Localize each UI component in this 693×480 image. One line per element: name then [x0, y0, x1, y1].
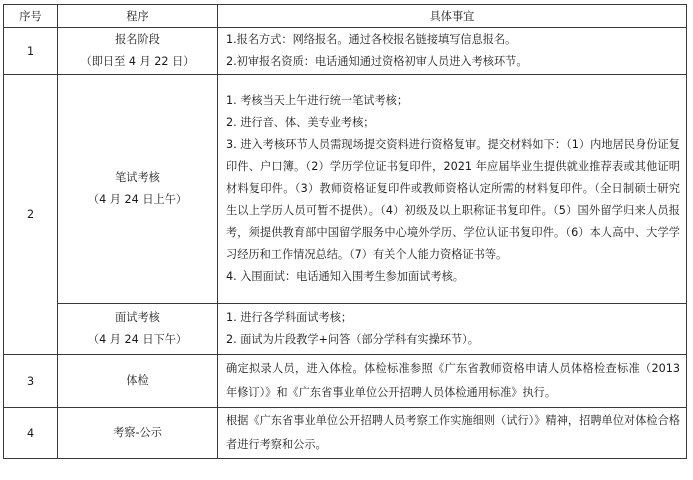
detail-line: 4. 入围面试：电话通知入围考生参加面试考核。 — [226, 270, 464, 283]
table-row — [4, 28, 687, 75]
header-detail: 具体事宜 — [218, 5, 687, 28]
procedure-date: （4 月 24 日下午） — [87, 333, 188, 346]
procedure-date: （4 月 24 日上午） — [87, 193, 188, 206]
header-row — [4, 5, 687, 28]
procedure-cell — [58, 75, 218, 304]
detail-paragraph: 3. 进入考核环节人员需现场提交资料进行资格复审。提交材料如下：（1）内地居民身份证复印件、户口簿。（2）学历学位证书复印件，2021 年应届毕业生提供就业推荐表或其他证明材料复印件。（3）教师资格证复印件或教师资格认定所需的材料复印件。（全日制硕士研究生以上学历人员可暂不提供）。（4）初级及以上职称证书复印件。（5）国外留学归来人员报考，须提供教育部中国留学服务中心境外学历、学位认证书复印件。（6）本人高中、大学学习经历和工作情况总结。（7）有关个人能力资格证书等。 — [226, 138, 680, 261]
procedure-cell — [58, 408, 218, 459]
procedure-label: 面试考核 — [115, 311, 160, 324]
detail-cell — [218, 28, 687, 75]
detail-cell — [218, 75, 687, 304]
row-number: 2 — [4, 75, 58, 355]
table-row — [4, 304, 687, 355]
detail-line: 1. 考核当天上午进行统一笔试考核； — [226, 94, 409, 107]
detail-line: 2. 进行音、体、美专业考核； — [226, 116, 375, 129]
row-number: 1 — [4, 28, 58, 75]
table-row — [4, 75, 687, 304]
procedure-table — [3, 4, 687, 459]
procedure-cell — [58, 355, 218, 408]
row-number: 3 — [4, 355, 58, 408]
detail-line: 2. 面试为片段教学+问答（部分学科有实操环节）。 — [226, 333, 479, 346]
procedure-date: （即日至 4 月 22 日） — [80, 55, 195, 68]
detail-cell — [218, 408, 687, 459]
detail-paragraph: 根据《广东省事业单位公开招聘人员考察工作实施细则（试行）》精神，招聘单位对体检合格者进行考察和公示。 — [226, 414, 680, 451]
procedure-label: 笔试考核 — [115, 171, 160, 184]
table-row — [4, 355, 687, 408]
header-procedure: 程序 — [58, 5, 218, 28]
procedure-cell — [58, 28, 218, 75]
procedure-label: 考察-公示 — [113, 426, 162, 439]
detail-cell — [218, 304, 687, 355]
row-number: 4 — [4, 408, 58, 459]
detail-line: 2.初审报名资质：电话通知通过资格初审人员进入考核环节。 — [226, 55, 528, 68]
procedure-label: 报名阶段 — [115, 33, 160, 46]
detail-paragraph: 确定拟录人员，进入体检。体检标准参照《广东省教师资格申请人员体格检查标准（2013 年修订）》和《广东省事业单位公开招聘人员体检通用标准》执行。 — [226, 362, 680, 399]
detail-line: 1. 进行各学科面试考核； — [226, 311, 353, 324]
procedure-label: 体检 — [126, 374, 149, 387]
detail-cell — [218, 355, 687, 408]
detail-line: 1.报名方式：网络报名。通过各校报名链接填写信息报名。 — [226, 33, 517, 46]
header-no: 序号 — [4, 5, 58, 28]
table-row — [4, 408, 687, 459]
procedure-cell — [58, 304, 218, 355]
